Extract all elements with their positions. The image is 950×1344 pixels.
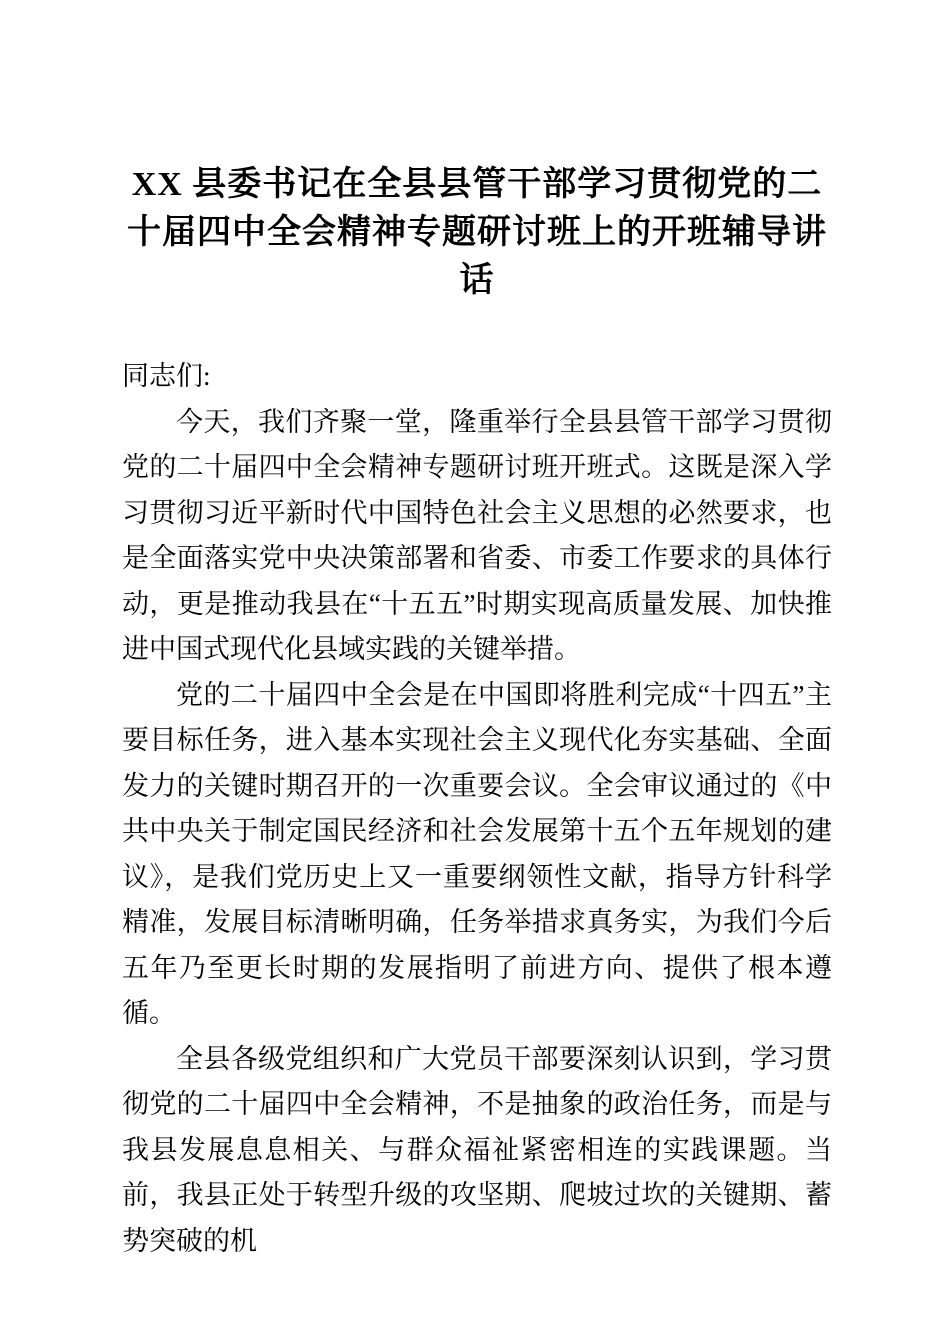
paragraph: 全县各级党组织和广大党员干部要深刻认识到，学习贯彻党的二十届四中全会精神，不是抽象的政治任务，而是与我县发展息息相关、与群众福祉紧密相连的实践课题。当前，我县正处于转型升级的攻坚期、爬坡过坎的关键期、蓄势突破的机 xyxy=(122,1043,832,1256)
paragraph: 党的二十届四中全会是在中国即将胜利完成“十四五”主要目标任务，进入基本实现社会主义现代化夯实基础、全面发力的关键时期召开的一次重要会议。全会审议通过的《中共中央关于制定国民经济和社会发展第十五个五年规划的建议》，是我们党历史上又一重要纲领性文献，指导方针科学精准，发展目标清晰明确，任务举措求真务实，为我们今后五年乃至更长时期的发展指明了前进方向、提供了根本遵循。 xyxy=(122,679,832,1028)
paragraph: 今天，我们齐聚一堂，隆重举行全县县管干部学习贯彻党的二十届四中全会精神专题研讨班开班式。这既是深入学习贯彻习近平新时代中国特色社会主义思想的必然要求，也是全面落实党中央决策部署和省委、市委工作要求的具体行动，更是推动我县在“十五五”时期实现高质量发展、加快推进中国式现代化县域实践的关键举措。 xyxy=(122,406,832,664)
document-body xyxy=(122,354,832,1264)
document-title: XX 县委书记在全县县管干部学习贯彻党的二十届四中全会精神专题研讨班上的开班辅导讲话 xyxy=(127,166,827,299)
salutation: 同志们: xyxy=(122,361,211,391)
